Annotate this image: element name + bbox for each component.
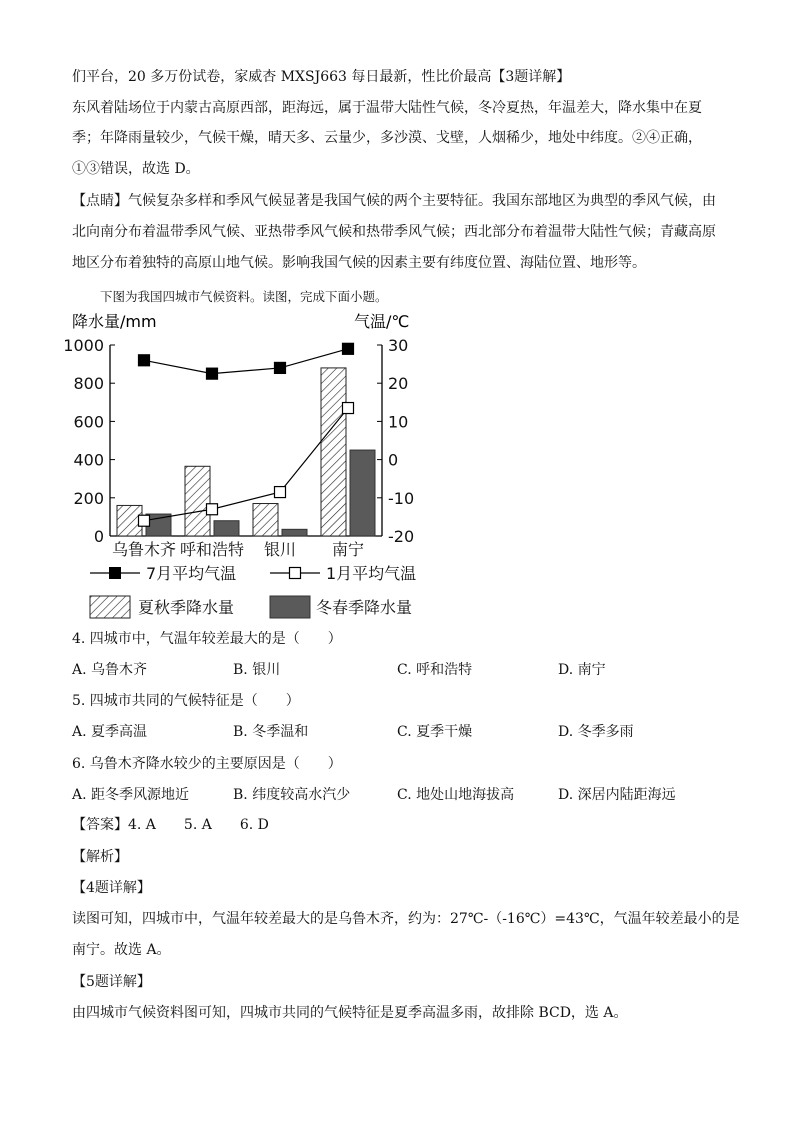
winter-precip-bar [350,450,375,536]
left-tick-label: 0 [93,527,104,546]
legend-july-marker [110,568,121,579]
q4-option-c[interactable]: C. 呼和浩特 [397,662,473,678]
left-tick-label: 1000 [63,336,104,355]
tip-line: 【点睛】气候复杂多样和季风气候显著是我国气候的两个主要特征。我国东部地区为典型的季风气候，由 [72,193,716,209]
q5-option-c[interactable]: C. 夏季干燥 [397,724,473,740]
q5-detail-heading: 【5题详解】 [72,974,151,990]
tip-line: 地区分布着独特的高原山地气候。影响我国气候的因素主要有纬度位置、海陆位置、地形等。 [72,255,646,271]
category-label: 南宁 [331,540,365,559]
q6-option-d[interactable]: D. 深居内陆距海远 [558,787,676,803]
q4-detail-line: 读图可知，四城市中，气温年较差最大的是乌鲁木齐，约为：27℃-（-16℃）=43℃，气温年较差最小的是 [72,911,740,927]
q6-option-a[interactable]: A. 距冬季风源地近 [72,787,190,803]
july-temp-point [275,362,286,373]
q6-option-c[interactable]: C. 地处山地海拔高 [397,787,515,803]
answer-line: 【答案】4. A 5. A 6. D [72,817,269,833]
january-temp-point [139,515,150,526]
summer-precip-bar [321,368,346,536]
q4-detail-line: 南宁。故选 A。 [72,942,171,958]
left-axis-title: 降水量/mm [72,312,157,331]
legend-july-label: 7月平均气温 [146,564,237,583]
q4-option-a[interactable]: A. 乌鲁木齐 [72,662,148,678]
figure-intro: 下图为我国四城市气候资料。读图，完成下面小题。 [100,289,388,304]
question-5: 5. 四城市共同的气候特征是（ ） [72,693,300,709]
q4-option-b[interactable]: B. 银川 [233,662,281,678]
january-temp-line [144,408,348,521]
paragraph-line: 季；年降雨量较少，气候干燥，晴天多、云量少，多沙漠、戈壁，人烟稀少，地处中纬度。②④正确， [72,130,702,146]
legend-summer-label: 夏秋季降水量 [138,598,235,617]
summer-precip-bar [185,466,210,536]
right-tick-label: 20 [388,374,409,394]
july-temp-point [207,368,218,379]
paragraph-line: 东风着陆场位于内蒙古高原西部，距海远，属于温带大陆性气候，冬冷夏热，年温差大，降水集中在夏 [72,100,702,116]
left-tick-label: 200 [73,488,104,508]
tip-line: 北向南分布着温带季风气候、亚热带季风气候和热带季风气候；西北部分布着温带大陆性气候；青藏高原 [72,224,716,240]
right-tick-label: 10 [388,412,409,432]
legend-january-label: 1月平均气温 [326,564,417,583]
right-tick-label: 30 [388,336,409,355]
q5-option-a[interactable]: A. 夏季高温 [72,724,148,740]
legend-january-marker [290,568,301,579]
category-label: 呼和浩特 [179,540,245,559]
right-tick-label: 0 [388,450,399,470]
january-temp-point [207,504,218,515]
category-label: 乌鲁木齐 [111,540,177,559]
left-tick-label: 600 [73,412,104,432]
analysis-heading: 【解析】 [72,849,128,865]
q6-option-b[interactable]: B. 纬度较高水汽少 [233,787,351,803]
july-temp-point [343,343,354,354]
q5-option-b[interactable]: B. 冬季温和 [233,724,309,740]
q5-option-d[interactable]: D. 冬季多雨 [558,724,634,740]
left-tick-label: 400 [73,450,104,470]
legend-winter-label: 冬春季降水量 [316,598,413,617]
right-tick-label: -20 [388,527,415,546]
paragraph-line: ①③错误，故选 D。 [72,161,200,177]
winter-precip-bar [214,521,239,536]
right-axis-title: 气温/℃ [354,312,410,331]
legend-summer-swatch [90,596,130,618]
january-temp-point [343,403,354,414]
question-6: 6. 乌鲁木齐降水较少的主要原因是（ ） [72,756,342,772]
question-4: 4. 四城市中，气温年较差最大的是（ ） [72,631,342,647]
category-label: 银川 [263,540,297,559]
july-temp-point [139,355,150,366]
q4-option-d[interactable]: D. 南宁 [558,662,606,678]
legend-winter-swatch [270,596,310,618]
july-temp-line [144,349,348,374]
q4-detail-heading: 【4题详解】 [72,880,151,896]
q5-detail-line: 由四城市气候资料图可知，四城市共同的气候特征是夏季高温多雨，故排除 BCD，选 A。 [72,1005,628,1021]
right-tick-label: -10 [388,488,415,508]
header-line: 们平台，20 多万份试卷，家威杏 MXSJ663 每日最新，性比价最高【3题详解】 [72,69,571,85]
winter-precip-bar [282,529,307,536]
summer-precip-bar [253,504,278,536]
climate-chart [60,305,430,625]
left-tick-label: 800 [73,374,104,394]
january-temp-point [275,487,286,498]
